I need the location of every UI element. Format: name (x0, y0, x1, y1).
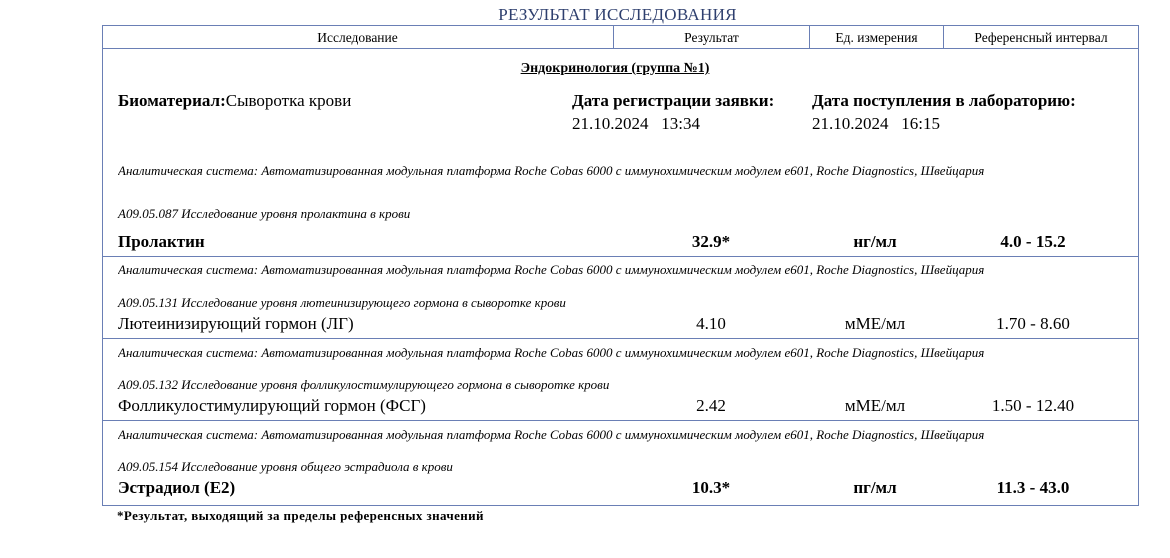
test-code: A09.05.131 Исследование уровня лютеинизирующего гормона в сыворотке крови (118, 295, 566, 310)
row-divider (103, 256, 1138, 257)
column-header-test: Исследование (102, 25, 614, 48)
test-result: 10.3* (691, 478, 731, 497)
column-header-reference: Референсный интервал (974, 30, 1108, 45)
registration-time: 13:34 (661, 114, 700, 133)
analytic-system-note: Аналитическая система: Автоматизированная модульная платформа Roche Cobas 6000 с иммунохимическим модулем e601, Roche Diagnostics, Швейцария (118, 345, 985, 360)
test-name: Лютеинизирующий гормон (ЛГ) (118, 314, 354, 333)
analytic-system-note: Аналитическая система: Автоматизированная модульная платформа Roche Cobas 6000 с иммунохимическим модулем e601, Roche Diagnostics, Швейцария (118, 163, 985, 178)
test-result: 2.42 (696, 396, 726, 415)
table-header (102, 25, 1139, 49)
biomaterial (118, 91, 351, 111)
arrival-time: 16:15 (901, 114, 940, 133)
biomaterial-value: Сыворотка крови (225, 91, 352, 110)
test-reference: 11.3 - 43.0 (996, 478, 1070, 497)
test-unit: нг/мл (853, 232, 897, 251)
test-code: A09.05.132 Исследование уровня фолликулостимулирующего гормона в сыворотке крови (118, 377, 610, 392)
footnote: *Результат, выходящий за пределы референсных значений (117, 508, 484, 523)
test-code: A09.05.154 Исследование уровня общего эстрадиола в крови (118, 459, 453, 474)
registration-label: Дата регистрации заявки: (572, 91, 775, 110)
row-divider (103, 338, 1138, 339)
test-reference: 1.70 - 8.60 (996, 314, 1070, 333)
test-unit: мМЕ/мл (844, 396, 906, 415)
column-header-result: Результат (614, 25, 810, 48)
analytic-system-note: Аналитическая система: Автоматизированная модульная платформа Roche Cobas 6000 с иммунохимическим модулем e601, Roche Diagnostics, Швейцария (118, 427, 985, 442)
test-unit: пг/мл (853, 478, 897, 497)
biomaterial-label: Биоматериал: (118, 91, 226, 110)
test-result: 4.10 (696, 314, 726, 333)
row-divider (103, 420, 1138, 421)
arrival-date: 21.10.2024 (812, 114, 889, 133)
test-code: A09.05.087 Исследование уровня пролактина в крови (118, 206, 411, 221)
test-name: Пролактин (118, 232, 205, 251)
test-reference: 4.0 - 15.2 (1000, 232, 1066, 251)
test-reference: 1.50 - 12.40 (991, 396, 1075, 415)
test-name: Эстрадиол (E2) (118, 478, 236, 497)
analytic-system-note: Аналитическая система: Автоматизированная модульная платформа Roche Cobas 6000 с иммунохимическим модулем e601, Roche Diagnostics, Швейцария (118, 262, 985, 277)
column-header-unit: Ед. измерения (810, 25, 944, 48)
document-title: РЕЗУЛЬТАТ ИССЛЕДОВАНИЯ (498, 5, 737, 24)
test-result: 32.9* (691, 232, 731, 251)
test-name: Фолликулостимулирующий гормон (ФСГ) (118, 396, 426, 415)
test-unit: мМЕ/мл (844, 314, 906, 333)
arrival-datetime (812, 114, 940, 134)
registration-datetime (572, 114, 700, 134)
arrival-label: Дата поступления в лабораторию: (812, 91, 1076, 110)
registration-date: 21.10.2024 (572, 114, 649, 133)
section-title: Эндокринология (группа №1) (520, 61, 710, 76)
